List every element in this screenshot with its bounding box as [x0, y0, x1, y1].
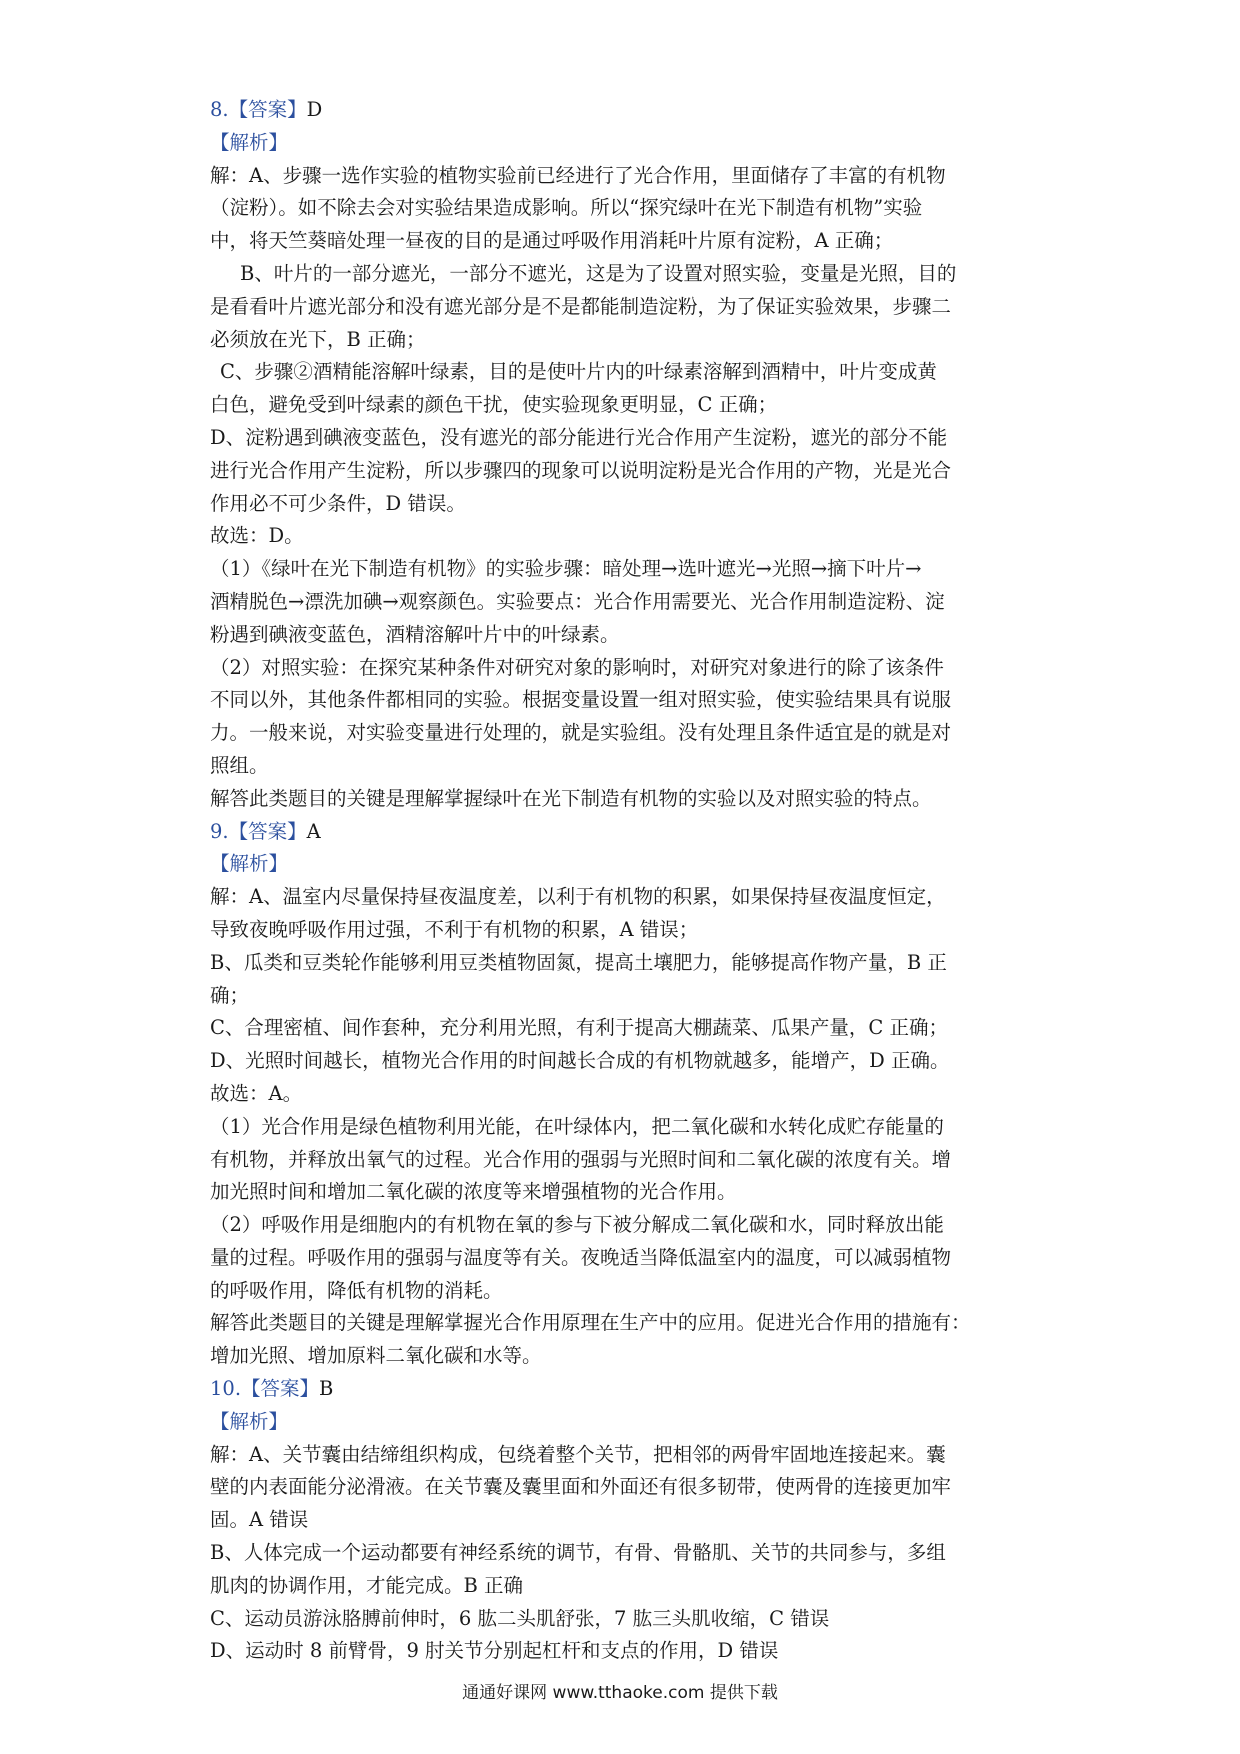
q9-line: 有机物，并释放出氧气的过程。光合作用的强弱与光照时间和二氧化碳的浓度有关。增 — [210, 1147, 952, 1171]
page-footer: 通通好课网 www.tthaoke.com 提供下载 — [462, 1683, 778, 1703]
q10-answer — [210, 1373, 1040, 1406]
q8-line: 必须放在光下，B 正确； — [210, 327, 426, 351]
q8-line: 是看看叶片遮光部分和没有遮光部分是不是都能制造淀粉，为了保证实验效果，步骤二 — [210, 294, 952, 318]
q8-line: 进行光合作用产生淀粉，所以步骤四的现象可以说明淀粉是光合作用的产物，光是光合 — [210, 458, 952, 482]
q8-answer-head: 8.【答案】 — [210, 98, 307, 121]
document-body — [210, 94, 1040, 1668]
q9-line: （1）光合作用是绿色植物利用光能，在叶绿体内，把二氧化碳和水转化成贮存能量的 — [210, 1114, 944, 1138]
q8-line: 解答此类题目的关键是理解掌握绿叶在光下制造有机物的实验以及对照实验的特点。 — [210, 786, 932, 810]
q9-line: C、合理密植、间作套种，充分利用光照，有利于提高大棚蔬菜、瓜果产量，C 正确； — [210, 1016, 949, 1040]
q10-line: 解：A、关节囊由结缔组织构成，包绕着整个关节，把相邻的两骨牢固地连接起来。囊 — [210, 1442, 946, 1466]
q8-line: （1）《绿叶在光下制造有机物》的实验步骤：暗处理→选叶遮光→光照→摘下叶片→ — [210, 557, 922, 581]
q9-answer — [210, 816, 1040, 849]
q8-answer — [210, 94, 1040, 127]
q9-line: 确； — [210, 983, 250, 1007]
q8-line: 酒精脱色→漂洗加碘→观察颜色。实验要点：光合作用需要光、光合作用制造淀粉、淀 — [210, 589, 945, 613]
q8-line: 力。一般来说，对实验变量进行处理的，就是实验组。没有处理且条件适宜是的就是对 — [210, 721, 952, 745]
q10-line: B、人体完成一个运动都要有神经系统的调节，有骨、骨骼肌、关节的共同参与，多组 — [210, 1541, 946, 1565]
q8-line: 白色，避免受到叶绿素的颜色干扰，使实验现象更明显，C 正确； — [210, 393, 778, 417]
q10-answer-value: B — [319, 1377, 334, 1401]
q8-line: 中，将天竺葵暗处理一昼夜的目的是通过呼吸作用消耗叶片原有淀粉，A 正确； — [210, 229, 894, 253]
q8-line: 不同以外，其他条件都相同的实验。根据变量设置一组对照实验，使实验结果具有说服 — [210, 688, 952, 712]
q8-line: B、叶片的一部分遮光，一部分不遮光，这是为了设置对照实验，变量是光照，目的 — [240, 261, 957, 285]
q8-line: （2）对照实验：在探究某种条件对研究对象的影响时，对研究对象进行的除了该条件 — [210, 655, 944, 679]
q9-answer-value: A — [306, 819, 321, 843]
q9-answer-head: 9.【答案】 — [210, 819, 307, 843]
q9-line: 导致夜晚呼吸作用过强，不利于有机物的积累，A 错误； — [210, 917, 699, 941]
q10-line: 壁的内表面能分泌滑液。在关节囊及囊里面和外面还有很多韧带，使两骨的连接更加牢 — [210, 1475, 952, 1499]
q9-line: 解：A、温室内尽量保持昼夜温度差，以利于有机物的积累，如果保持昼夜温度恒定， — [210, 885, 946, 909]
q9-line: 解答此类题目的关键是理解掌握光合作用原理在生产中的应用。促进光合作用的措施有： — [210, 1311, 971, 1335]
q9-line: B、瓜类和豆类轮作能够利用豆类植物固氮，提高土壤肥力，能够提高作物产量，B 正 — [210, 950, 947, 974]
q10-line: D、运动时 8 前臂骨，9 肘关节分别起杠杆和支点的作用，D 错误 — [210, 1639, 779, 1663]
q10-line: 固。A 错误 — [210, 1508, 309, 1532]
q9-line: 增加光照、增加原料二氧化碳和水等。 — [210, 1344, 542, 1368]
q8-line: 粉遇到碘液变蓝色，酒精溶解叶片中的叶绿素。 — [210, 622, 620, 646]
q9-analysis-head: 【解析】 — [210, 852, 289, 876]
q10-line: C、运动员游泳胳膊前伸时，6 肱二头肌舒张，7 肱三头肌收缩，C 错误 — [210, 1606, 830, 1630]
q9-line: 量的过程。呼吸作用的强弱与温度等有关。夜晚适当降低温室内的温度，可以减弱植物 — [210, 1245, 952, 1269]
q8-answer-value: D — [306, 98, 323, 121]
q10-answer-head: 10.【答案】 — [210, 1377, 320, 1401]
q8-line: 照组。 — [210, 753, 269, 777]
q8-line: C、步骤②酒精能溶解叶绿素，目的是使叶片内的叶绿素溶解到酒精中，叶片变成黄 — [220, 360, 937, 384]
q9-line: 的呼吸作用，降低有机物的消耗。 — [210, 1278, 503, 1302]
q9-line: 加光照时间和增加二氧化碳的浓度等来增强植物的光合作用。 — [210, 1180, 737, 1204]
q10-line: 肌肉的协调作用，才能完成。B 正确 — [210, 1573, 524, 1597]
q8-line: 作用必不可少条件，D 错误。 — [210, 491, 466, 515]
q8-line: D、淀粉遇到碘液变蓝色，没有遮光的部分能进行光合作用产生淀粉，遮光的部分不能 — [210, 425, 948, 449]
q9-line: D、光照时间越长，植物光合作用的时间越长合成的有机物就越多，能增产，D 正确。 — [210, 1049, 950, 1073]
q9-line: （2）呼吸作用是细胞内的有机物在氧的参与下被分解成二氧化碳和水，同时释放出能 — [210, 1213, 944, 1237]
q10-analysis-head: 【解析】 — [210, 1409, 289, 1433]
q8-line: 解：A、步骤一选作实验的植物实验前已经进行了光合作用，里面储存了丰富的有机物 — [210, 163, 946, 187]
q8-analysis-head: 【解析】 — [210, 130, 289, 154]
q9-line: 故选：A。 — [210, 1081, 303, 1105]
q8-line: （淀粉）。如不除去会对实验结果造成影响。所以“探究绿叶在光下制造有机物”实验 — [210, 196, 923, 220]
q8-line: 故选：D。 — [210, 524, 304, 548]
